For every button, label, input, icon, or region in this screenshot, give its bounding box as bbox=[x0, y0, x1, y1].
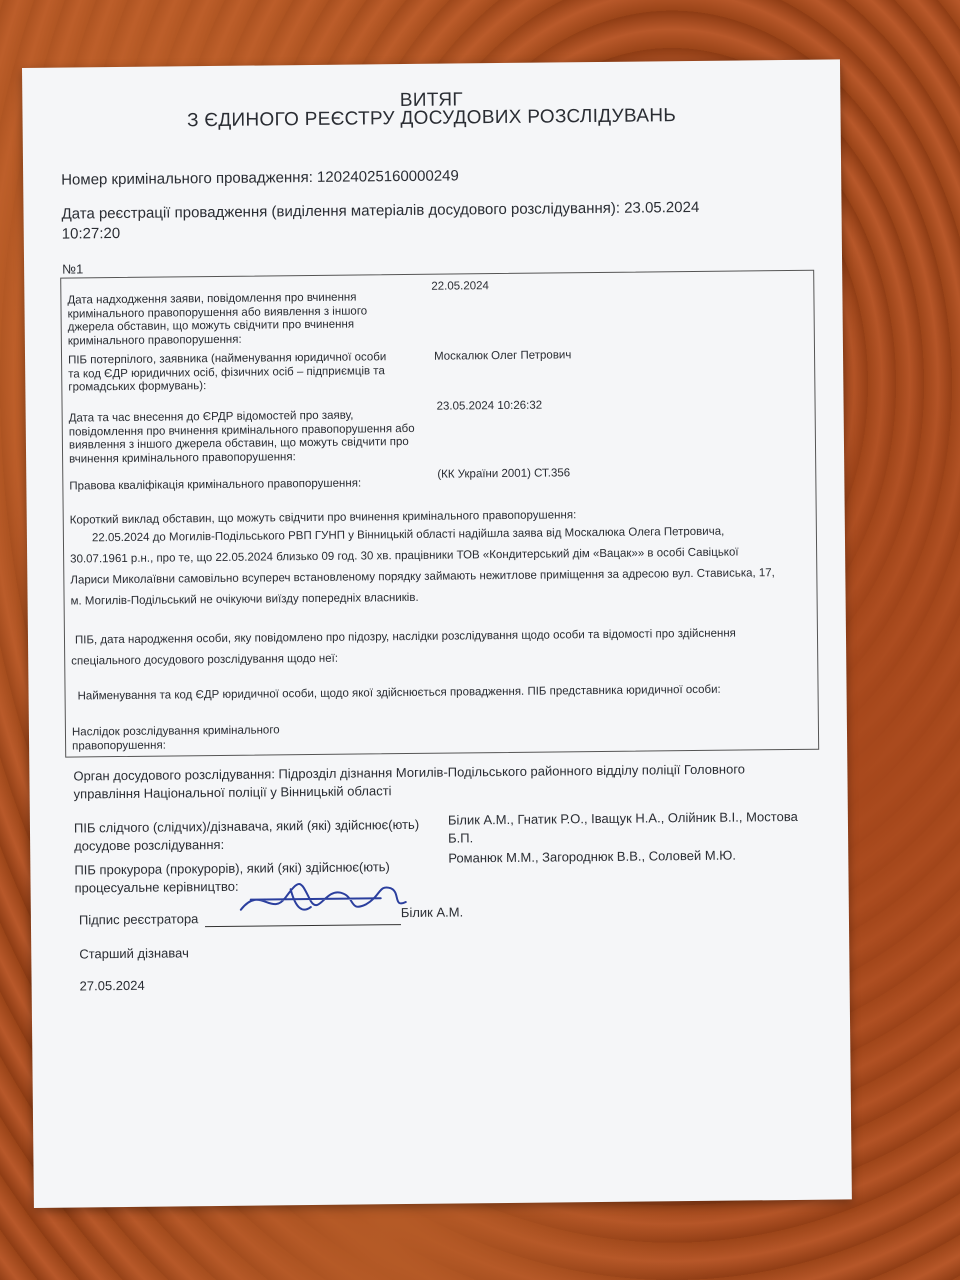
investigators-label: ПІБ слідчого (слідчих)/дізнавача, який (які) здійснює(ють) досудове розслідування: bbox=[73, 816, 420, 854]
field-entry-date-value: 23.05.2024 10:26:32 bbox=[436, 399, 543, 413]
prosecutors-value: Романюк М.М., Загороднюк В.В., Соловей М.Ю. bbox=[448, 847, 737, 866]
field-received-date-value: 22.05.2024 bbox=[431, 280, 489, 293]
signature-label: Підпис реєстратора bbox=[78, 911, 199, 928]
investigation-result-label: Наслідок розслідування кримінального правопорушення: bbox=[71, 724, 280, 753]
field-entry-date-label: Дата та час внесення до ЄРДР відомостей про заяву, повідомлення про вчинення кримінального правопорушення або виявлення з іншого джерела обставин, що можуть свідчити про вчинення кримінального правопорушення: bbox=[68, 409, 415, 466]
investigators-value: Білик А.М., Гнатик Р.О., Іващук Н.А., Олійник В.І., Мостова Б.П. bbox=[447, 808, 798, 846]
document-date: 27.05.2024 bbox=[79, 977, 145, 994]
document-sheet bbox=[22, 59, 852, 1208]
registration-time: 10:27:20 bbox=[61, 224, 121, 243]
field-applicant-value: Москалюк Олег Петрович bbox=[433, 349, 572, 363]
registration-date: Дата реєстрації провадження (виділення матеріалів досудового розслідування): 23.05.2024 bbox=[61, 198, 700, 223]
field-qualification-label: Правова кваліфікація кримінального правопорушення: bbox=[69, 477, 362, 493]
document-subtitle: З ЄДИНОГО РЕЄСТРУ ДОСУДОВИХ РОЗСЛІДУВАНЬ bbox=[186, 105, 677, 132]
case-number: Номер кримінального провадження: 12024025160000249 bbox=[61, 167, 459, 189]
document-title: ВИТЯГ bbox=[399, 89, 463, 112]
field-received-date-label: Дата надходження заяви, повідомлення про вчинення кримінального правопорушення або виявлення з іншого джерела обставин, що можуть свідчити про вчинення кримінального правопорушення: bbox=[67, 291, 368, 348]
legal-entity-label: Найменування та код ЄДР юридичної особи, щодо якої здійснюється провадження. ПІБ представника юридичної особи: bbox=[77, 683, 721, 703]
record-table bbox=[60, 270, 819, 758]
record-number: №1 bbox=[62, 261, 84, 277]
prosecutors-label: ПІБ прокурора (прокурорів), який (які) здійснює(ють) процесуальне керівництво: bbox=[74, 859, 390, 896]
suspect-label: ПІБ, дата народження особи, яку повідомлено про підозру, наслідки розслідування щодо особи та відомості про здійснення спеціального досудового розслідування щодо неї: bbox=[71, 627, 736, 668]
signature-line bbox=[205, 924, 401, 927]
field-applicant-label: ПІБ потерпілого, заявника (найменування юридичної особи та код ЄДР юридичних осіб, фізичних осіб – підприємців та громадських формувань): bbox=[68, 351, 387, 394]
field-qualification-value: (КК України 2001) СТ.356 bbox=[437, 467, 571, 481]
signature-name: Білик А.М. bbox=[400, 904, 464, 921]
position: Старший дізнавач bbox=[79, 945, 189, 962]
summary-text: 22.05.2024 до Могилів-Подільського РВП ГУНП у Вінницькій області надійшла заява від Москалюка Олега Петровича, 30.07.1961 р.н., про те, що 22.05.2024 близько 09 год. 30 хв. працівники ТОВ «Кондитерський дім «Вацак»» в особі Савіцької Лариси Миколаївни самовільно всупереч встановленому порядку займають нежитлове приміщення за адресою вул. Стависька, 17, м. Могилів-Подільський не очікуючи виїзду попередніх власників. bbox=[70, 525, 775, 608]
summary-label: Короткий виклад обставин, що можуть свідчити про вчинення кримінального правопорушення: bbox=[69, 509, 577, 527]
investigation-authority: Орган досудового розслідування: Підрозділ дізнання Могилів-Подільського районного відділу поліції Головного управління Національної поліції у Вінницькій області bbox=[73, 761, 746, 802]
